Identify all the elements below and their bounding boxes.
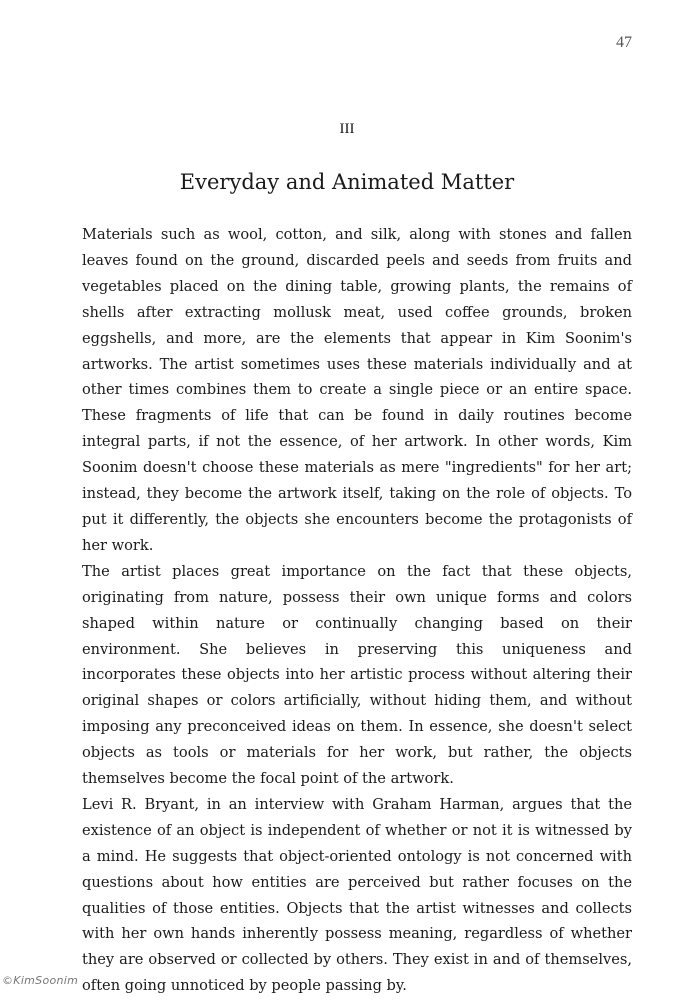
- section-label: III: [339, 121, 355, 137]
- paragraph: Materials such as wool, cotton, and silk, along with stones and fallen leaves found on the ground, discarded peels and seeds from fruits and vegetables placed on the dining table, growing plants, the remains of shells after extracting mollusk meat, used coffee grounds, broken eggshells, and more, are the elements that appear in Kim Soonim's artworks. The artist sometimes uses these materials individually and at other times combines them to create a single piece or an entire space. These fragments of life that can be found in daily routines become integral parts, if not the essence, of her artwork. In other words, Kim Soonim doesn't choose these materials as mere "ingredients" for her art; instead, they become the artwork itself, taking on the role of objects. To put it differently, the objects she encounters become the protagonists of her work.: [82, 226, 632, 554]
- body-text: [82, 222, 632, 999]
- paragraph: Levi R. Bryant, in an interview with Graham Harman, argues that the existence of an object is independent of whether or not it is witnessed by a mind. He suggests that object-oriented ontology is not concerned with questions about how entities are perceived but rather focuses on the qualities of those entities. Objects that the artist witnesses and collects with her own hands inherently possess meaning, regardless of whether they are observed or collected by others. They exist in and of themselves, often going unnoticed by people passing by.: [82, 795, 632, 995]
- chapter-title: Everyday and Animated Matter: [179, 170, 515, 194]
- copyright-watermark: ©KimSoonim: [2, 974, 79, 987]
- paragraph: The artist places great importance on the fact that these objects, originating from nature, possess their own unique forms and colors shaped within nature or continually changing based on their environment. She believes in preserving this uniqueness and incorporates these objects into her artistic process without altering their original shapes or colors artificially, without hiding them, and without imposing any preconceived ideas on them. In essence, she doesn't select objects as tools or materials for her work, but rather, the objects themselves become the focal point of the artwork.: [82, 562, 632, 788]
- page-number: 47: [616, 34, 632, 51]
